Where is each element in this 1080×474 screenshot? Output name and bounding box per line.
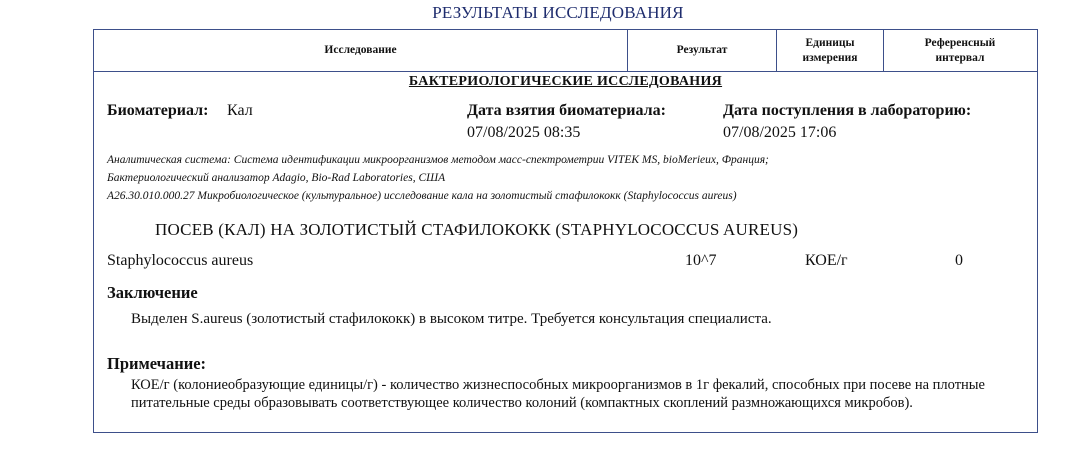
header-reference-label [925, 36, 996, 66]
analytic-system-line2: Бактериологический анализатор Adagio, Bio-Rad Laboratories, США [107, 172, 446, 184]
results-table [93, 29, 1038, 433]
header-reference-line2: интервал [935, 51, 985, 64]
header-reference [884, 30, 1036, 71]
header-units-line1: Единицы [805, 36, 855, 49]
note-label: Примечание: [107, 354, 207, 373]
sampling-date-label: Дата взятия биоматериала: [467, 102, 666, 119]
biomaterial-label: Биоматериал: [107, 102, 209, 119]
result-organism: Staphylococcus aureus [107, 252, 254, 269]
result-reference: 0 [955, 252, 963, 269]
table-header [94, 30, 1037, 72]
note-text: КОЕ/г (колониеобразующие единицы/г) - количество жизнеспособных микроорганизмов в 1г фекалий, способных при посеве на плотные питательные среды образовывать соответствующее количество колоний (компактных скоплений размножающихся микробов). [131, 377, 985, 411]
sampling-date-value: 07/08/2025 08:35 [467, 124, 581, 141]
section-title [94, 74, 1037, 90]
header-units [777, 30, 884, 71]
header-result-label: Результат [676, 44, 728, 56]
test-title: ПОСЕВ (КАЛ) НА ЗОЛОТИСТЫЙ СТАФИЛОКОКК (STAPHYLOCOCCUS AUREUS) [155, 220, 799, 239]
conclusion-text: Выделен S.aureus (золотистый стафилококк) в высоком титре. Требуется консультация специалиста. [131, 311, 772, 327]
result-units: КОЕ/г [805, 252, 848, 269]
result-value: 10^7 [685, 252, 717, 269]
analytic-system-line3: А26.30.010.000.27 Микробиологическое (культуральное) исследование кала на золотистый стафилококк (Staphylococcus aureus) [107, 190, 737, 202]
header-units-line2: измерения [802, 51, 858, 64]
header-study-label: Исследование [324, 44, 397, 56]
header-units-label [803, 36, 858, 66]
header-study [94, 30, 628, 71]
biomaterial-value: Кал [227, 102, 253, 119]
analytic-system-line1: Аналитическая система: Система идентификации микроорганизмов методом масс-спектрометрии VITEK MS, bioMerieux, Франция; [107, 154, 769, 166]
received-date-value: 07/08/2025 17:06 [723, 124, 837, 141]
page-title: РЕЗУЛЬТАТЫ ИССЛЕДОВАНИЯ [432, 3, 684, 22]
conclusion-label: Заключение [107, 283, 198, 302]
header-result [628, 30, 777, 71]
header-reference-line1: Референсный [924, 36, 996, 49]
section-title-text: БАКТЕРИОЛОГИЧЕСКИЕ ИССЛЕДОВАНИЯ [408, 74, 723, 89]
received-date-label: Дата поступления в лабораторию: [723, 102, 972, 119]
